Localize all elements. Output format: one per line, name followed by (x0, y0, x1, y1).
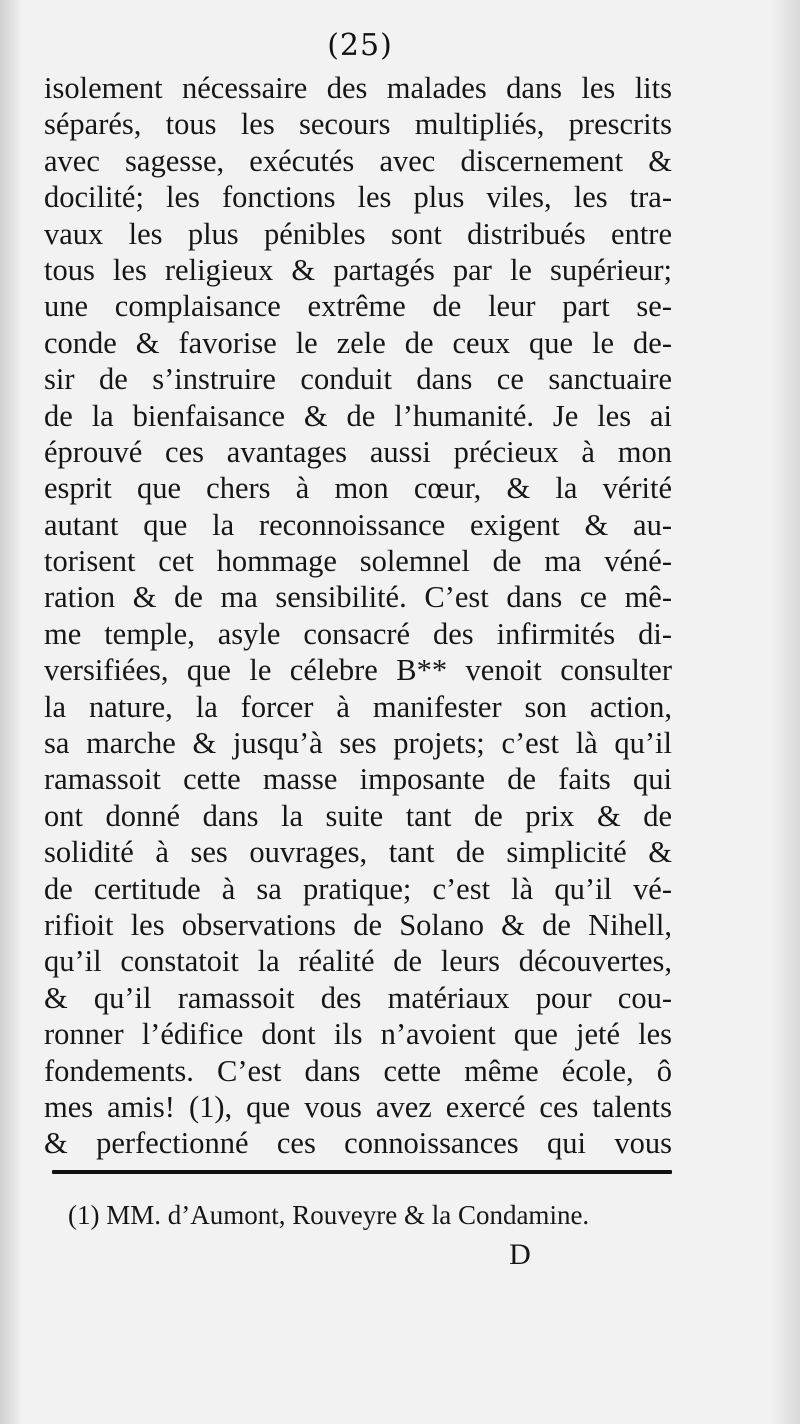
text-line: ration & de ma sensibilité. C’est dans ce mê- (44, 580, 672, 615)
text-line: & qu’il ramassoit des matériaux pour cou- (44, 980, 672, 1015)
text-line: éprouvé ces avantages aussi précieux à mon (44, 434, 672, 469)
text-line: sir de s’instruire conduit dans ce sanctuaire (44, 362, 672, 397)
text-line: fondements. C’est dans cette même école, ô (44, 1053, 672, 1088)
footnote-separator-rule (52, 1170, 672, 1174)
text-line: ramassoit cette masse imposante de faits qui (44, 762, 672, 797)
text-line: mes amis! (1), que vous avez exercé ces talents (44, 1089, 672, 1124)
text-line: & perfectionné ces connoissances qui vous (44, 1126, 672, 1161)
text-line: docilité; les fonctions les plus viles, les tra- (44, 180, 672, 215)
text-line: solidité à ses ouvrages, tant de simplicité & (44, 835, 672, 870)
text-line: sa marche & jusqu’à ses projets; c’est là qu’il (44, 726, 672, 761)
text-line: me temple, asyle consacré des infirmités di- (44, 616, 672, 651)
text-line: autant que la reconnoissance exigent & au- (44, 507, 672, 542)
page-right-edge-shadow (770, 0, 800, 1424)
text-line: ont donné dans la suite tant de prix & de (44, 798, 672, 833)
text-line: torisent cet hommage solemnel de ma véné- (44, 544, 672, 579)
signature-mark: D (509, 1238, 531, 1271)
text-line: de la bienfaisance & de l’humanité. Je les ai (44, 398, 672, 433)
text-line: une complaisance extrême de leur part se- (44, 289, 672, 324)
page-left-edge-shadow (0, 0, 22, 1424)
text-line: tous les religieux & partagés par le supérieur; (44, 252, 672, 287)
text-line: avec sagesse, exécutés avec discernement & (44, 143, 672, 178)
body-text (44, 70, 672, 1162)
text-line: séparés, tous les secours multipliés, prescrits (44, 107, 672, 142)
text-line: qu’il constatoit la réalité de leurs découvertes, (44, 944, 672, 979)
page-number: (25) (327, 28, 393, 63)
text-line: la nature, la forcer à manifester son action, (44, 689, 672, 724)
text-line: conde & favorise le zele de ceux que le de- (44, 325, 672, 360)
footnote: (1) MM. d’Aumont, Rouveyre & la Condamine. (68, 1200, 590, 1230)
text-line: ronner l’édifice dont ils n’avoient que jeté les (44, 1017, 672, 1052)
text-line: de certitude à sa pratique; c’est là qu’il vé- (44, 871, 672, 906)
text-line: vaux les plus pénibles sont distribués entre (44, 216, 672, 251)
text-line: esprit que chers à mon cœur, & la vérité (44, 471, 672, 506)
text-line: rifioit les observations de Solano & de Nihell, (44, 907, 672, 942)
text-line: isolement nécessaire des malades dans les lits (44, 71, 672, 105)
text-line: versifiées, que le célebre B** venoit consulter (44, 653, 672, 688)
